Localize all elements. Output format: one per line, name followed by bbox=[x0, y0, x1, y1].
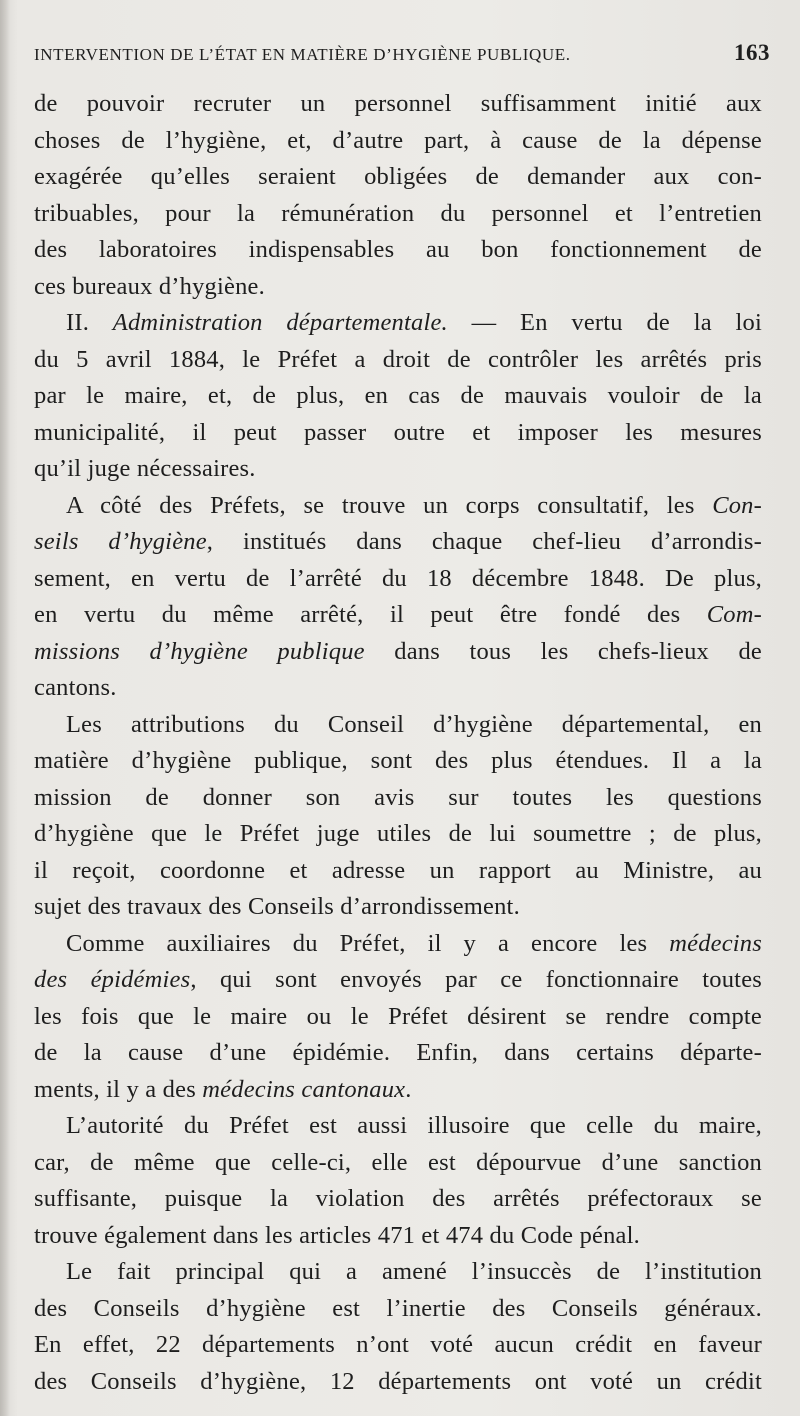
line-text: Comme auxiliaires du Préfet, il y a encore les bbox=[66, 929, 670, 957]
line-text: , institués dans chaque chef-lieu d’arrondis- bbox=[206, 528, 762, 555]
italic-term: missions d’hygiène publique bbox=[34, 637, 365, 665]
text-line bbox=[34, 1035, 762, 1072]
italic-term: Administration départementale. bbox=[112, 309, 448, 336]
text-line bbox=[34, 1145, 762, 1182]
line-text: A côté des Préfets, se trouve un corps consultatif, les bbox=[66, 491, 713, 519]
line-text: du 5 avril 1884, le Préfet a droit de contrôler les arrêtés pris bbox=[34, 345, 762, 373]
text-line bbox=[34, 634, 762, 671]
text-line bbox=[34, 597, 762, 634]
text-line bbox=[34, 159, 762, 196]
line-text: L’autorité du Préfet est aussi illusoire que celle du maire, bbox=[66, 1112, 762, 1139]
italic-term: médecins cantonaux bbox=[202, 1075, 406, 1103]
line-text: ces bureaux d’hygiène. bbox=[34, 272, 265, 300]
line-text: matière d’hygiène publique, sont des plus étendues. Il a la bbox=[34, 747, 762, 774]
text-line bbox=[34, 1291, 762, 1328]
text-line bbox=[34, 1218, 762, 1255]
line-text: mission de donner son avis sur toutes les questions bbox=[34, 783, 762, 811]
running-title: INTERVENTION DE L’ÉTAT EN MATIÈRE D’HYGIÈNE PUBLIQUE. bbox=[34, 45, 571, 64]
text-line bbox=[34, 780, 762, 817]
line-text: il reçoit, coordonne et adresse un rapport au Ministre, au bbox=[34, 856, 762, 884]
line-text: II. bbox=[66, 309, 113, 336]
italic-term: Con- bbox=[712, 491, 762, 519]
page-number: 163 bbox=[734, 40, 770, 65]
line-text: municipalité, il peut passer outre et imposer les mesures bbox=[34, 418, 762, 446]
line-text: sujet des travaux des Conseils d’arrondissement. bbox=[34, 893, 520, 920]
line-text: Les attributions du Conseil d’hygiène départemental, en bbox=[66, 710, 762, 738]
text-line bbox=[34, 1327, 762, 1364]
line-text: suffisante, puisque la violation des arrêtés préfectoraux se bbox=[34, 1185, 762, 1212]
line-text: cantons. bbox=[34, 674, 117, 701]
text-line bbox=[34, 123, 762, 160]
line-text: Le fait principal qui a amené l’insuccès de l’institution bbox=[66, 1258, 762, 1285]
line-text: , qui sont envoyés par ce fonctionnaire toutes bbox=[190, 966, 763, 993]
text-line bbox=[34, 451, 762, 488]
italic-term: Com- bbox=[706, 601, 762, 628]
text-line bbox=[34, 561, 762, 598]
text-line bbox=[34, 378, 762, 415]
italic-term: des épidémies bbox=[34, 966, 191, 993]
line-text: . bbox=[405, 1075, 412, 1103]
text-line bbox=[34, 196, 762, 233]
line-text: de la cause d’une épidémie. Enfin, dans certains départe- bbox=[34, 1039, 762, 1066]
text-line bbox=[34, 889, 762, 926]
text-line bbox=[34, 1181, 762, 1218]
text-line bbox=[34, 1108, 762, 1145]
line-text: tribuables, pour la rémunération du personnel et l’entretien bbox=[34, 199, 762, 227]
line-text: de pouvoir recruter un personnel suffisamment initié aux bbox=[34, 90, 762, 117]
line-text: trouve également dans les articles 471 et 474 du Code pénal. bbox=[34, 1221, 640, 1249]
line-text: des Conseils d’hygiène est l’inertie des Conseils généraux. bbox=[34, 1294, 762, 1322]
text-line bbox=[34, 269, 762, 306]
line-text: exagérée qu’elles seraient obligées de demander aux con- bbox=[34, 163, 762, 190]
line-text: sement, en vertu de l’arrêté du 18 décembre 1848. De plus, bbox=[34, 564, 762, 592]
line-text: qu’il juge nécessaires. bbox=[34, 455, 256, 482]
text-line bbox=[34, 1364, 762, 1401]
text-line bbox=[34, 743, 762, 780]
text-line bbox=[34, 232, 762, 269]
text-line bbox=[34, 962, 762, 999]
text-line bbox=[34, 305, 762, 342]
text-line bbox=[34, 1254, 762, 1291]
text-line bbox=[34, 1072, 762, 1109]
text-line bbox=[34, 926, 762, 963]
running-head bbox=[34, 40, 770, 80]
body-text bbox=[34, 86, 762, 1400]
text-line bbox=[34, 342, 762, 379]
line-text: car, de même que celle-ci, elle est dépourvue d’une sanction bbox=[34, 1148, 762, 1176]
line-text: des laboratoires indispensables au bon fonctionnement de bbox=[34, 236, 762, 263]
line-text: d’hygiène que le Préfet juge utiles de lui soumettre ; de plus, bbox=[34, 820, 762, 847]
italic-term: seils d’hygiène bbox=[34, 528, 207, 555]
line-text: choses de l’hygiène, et, d’autre part, à cause de la dépense bbox=[34, 126, 762, 154]
text-line bbox=[34, 816, 762, 853]
text-line bbox=[34, 707, 762, 744]
line-text: des Conseils d’hygiène, 12 départements ont voté un crédit bbox=[34, 1367, 762, 1395]
text-line bbox=[34, 670, 762, 707]
italic-term: médecins bbox=[669, 929, 762, 957]
line-text: par le maire, et, de plus, en cas de mauvais vouloir de la bbox=[34, 382, 762, 409]
text-line bbox=[34, 524, 762, 561]
line-text: dans tous les chefs-lieux de bbox=[364, 637, 762, 665]
text-line bbox=[34, 488, 762, 525]
text-line bbox=[34, 853, 762, 890]
line-text: les fois que le maire ou le Préfet désirent se rendre compte bbox=[34, 1002, 762, 1030]
line-text: — En vertu de la loi bbox=[447, 309, 762, 336]
line-text: En effet, 22 départements n’ont voté aucun crédit en faveur bbox=[34, 1331, 762, 1358]
line-text: en vertu du même arrêté, il peut être fondé des bbox=[34, 601, 707, 628]
text-line bbox=[34, 415, 762, 452]
line-text: ments, il y a des bbox=[34, 1075, 203, 1103]
text-line bbox=[34, 86, 762, 123]
text-line bbox=[34, 999, 762, 1036]
